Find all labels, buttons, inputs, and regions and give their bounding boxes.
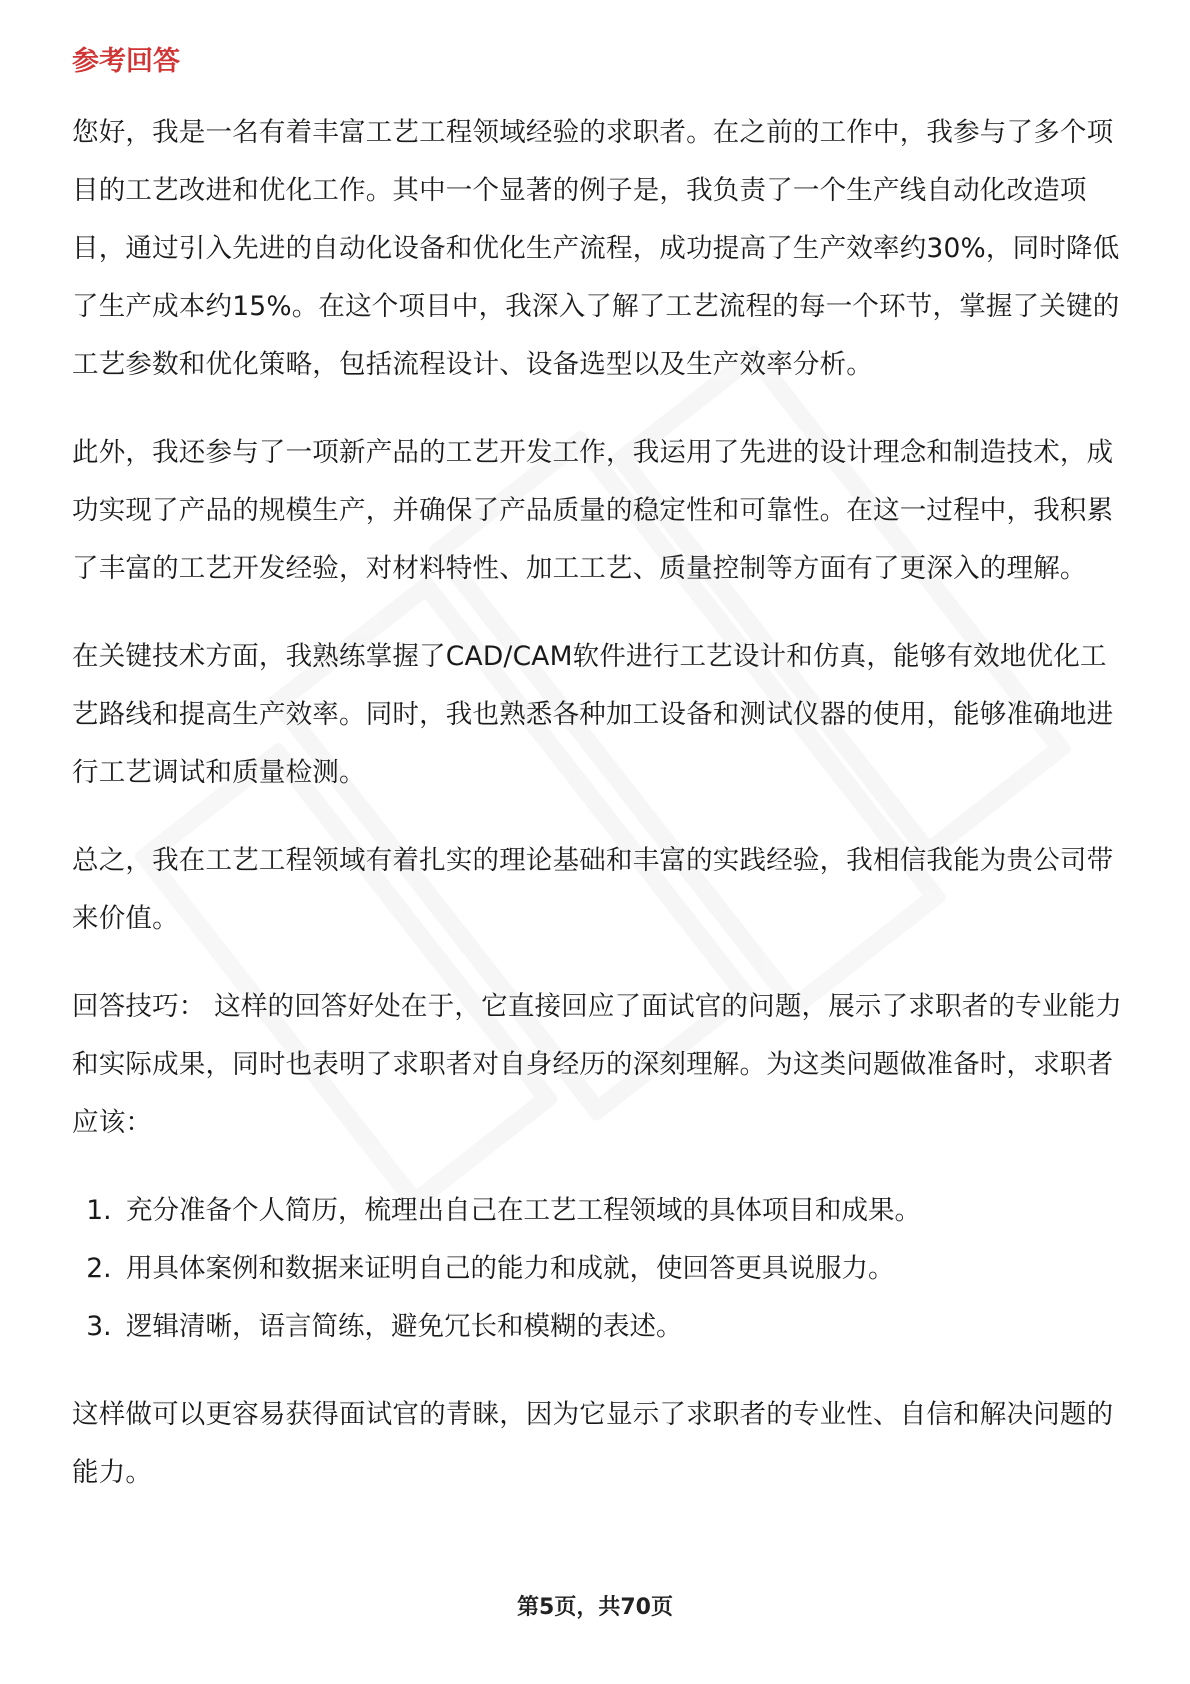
paragraph-key-technology: 在关键技术方面，我熟练掌握了CAD/CAM软件进行工艺设计和仿真，能够有效地优化工艺路线和提高生产效率。同时，我也熟悉各种加工设备和测试仪器的使用，能够准确地进行工艺调试和质量检测。 [72, 641, 1114, 788]
tips-list [72, 1182, 1122, 1356]
paragraph-summary: 总之，我在工艺工程领域有着扎实的理论基础和丰富的实践经验，我相信我能为贵公司带来价值。 [72, 845, 1114, 934]
paragraph-answer-tips: 回答技巧： 这样的回答好处在于，它直接回应了面试官的问题，展示了求职者的专业能力和实际成果，同时也表明了求职者对自身经历的深刻理解。为这类问题做准备时，求职者应该： [72, 991, 1122, 1138]
answer-content [72, 40, 1122, 1532]
list-item: 2. 用具体案例和数据来证明自己的能力和成就，使回答更具说服力。 [120, 1240, 1122, 1298]
paragraph-closing: 这样做可以更容易获得面试官的青睐，因为它显示了求职者的专业性、自信和解决问题的能力。 [72, 1399, 1114, 1488]
paragraph-product-development: 此外，我还参与了一项新产品的工艺开发工作，我运用了先进的设计理念和制造技术，成功实现了产品的规模生产，并确保了产品质量的稳定性和可靠性。在这一过程中，我积累了丰富的工艺开发经验，对材料特性、加工工艺、质量控制等方面有了更深入的理解。 [72, 437, 1114, 584]
section-title: 参考回答 [72, 46, 180, 77]
paragraph-experience: 您好，我是一名有着丰富工艺工程领域经验的求职者。在之前的工作中，我参与了多个项目的工艺改进和优化工作。其中一个显著的例子是，我负责了一个生产线自动化改造项目，通过引入先进的自动化设备和优化生产流程，成功提高了生产效率约30%，同时降低了生产成本约15%。在这个项目中，我深入了解了工艺流程的每一个环节，掌握了关键的工艺参数和优化策略，包括流程设计、设备选型以及生产效率分析。 [72, 117, 1120, 380]
list-item: 3. 逻辑清晰，语言简练，避免冗长和模糊的表述。 [120, 1298, 1122, 1356]
page-number: 第5页，共70页 [517, 1595, 673, 1620]
list-item: 1. 充分准备个人简历，梳理出自己在工艺工程领域的具体项目和成果。 [120, 1182, 1122, 1240]
